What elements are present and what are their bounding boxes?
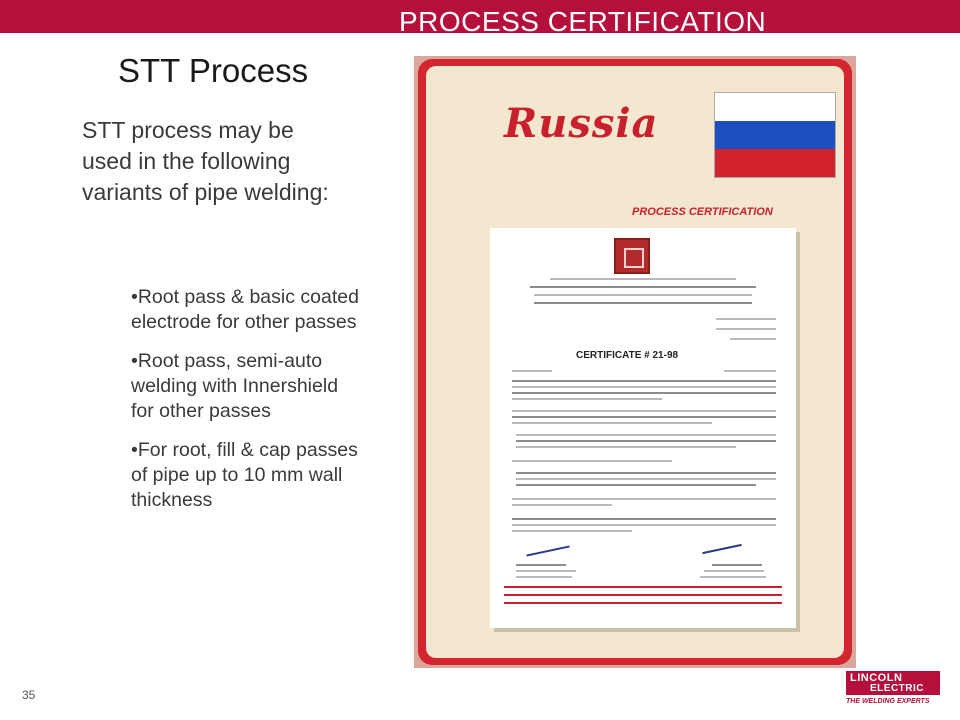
text-line xyxy=(534,302,752,304)
slide-title: STT Process xyxy=(118,52,309,89)
page-number: 35 xyxy=(22,688,36,702)
text-line xyxy=(724,370,776,372)
text-line xyxy=(730,338,776,340)
text-line xyxy=(512,392,776,394)
text-line xyxy=(516,446,736,448)
country-name: Russia xyxy=(504,100,659,147)
text-line xyxy=(512,410,776,412)
footer-rule xyxy=(504,586,782,588)
text-line xyxy=(700,576,766,578)
text-line xyxy=(512,504,612,506)
banner-title: PROCESS CERTIFICATION xyxy=(399,6,767,33)
logo-box xyxy=(846,671,940,695)
text-line xyxy=(712,564,762,566)
text-line xyxy=(534,294,752,296)
certificate-image xyxy=(414,56,856,668)
logo-line-1: LINCOLN xyxy=(850,672,903,684)
footer-rule xyxy=(504,602,782,604)
certificate-card xyxy=(418,59,852,665)
text-line xyxy=(716,318,776,320)
text-line xyxy=(516,564,566,566)
text-line xyxy=(512,422,712,424)
footer-rule xyxy=(504,594,782,596)
bullet-item: •Root pass & basic coated electrode for other passes xyxy=(131,286,359,333)
text-line xyxy=(512,524,776,526)
text-line xyxy=(716,328,776,330)
text-line xyxy=(512,386,776,388)
text-line xyxy=(512,460,672,462)
intro-text: STT process may be used in the following variants of pipe welding: xyxy=(82,117,329,205)
text-line xyxy=(516,434,776,436)
logo-tagline: THE WELDING EXPERTS xyxy=(846,698,930,705)
text-line xyxy=(516,478,776,480)
text-line xyxy=(516,440,776,442)
logo-line-2: ELECTRIC xyxy=(870,683,924,694)
bullet-list xyxy=(131,285,366,527)
signature-stroke xyxy=(702,544,741,554)
text-line xyxy=(512,518,776,520)
text-line xyxy=(530,286,756,288)
text-line xyxy=(512,416,776,418)
bullet-item: •For root, fill & cap passes of pipe up to 10 mm wall thickness xyxy=(131,439,358,511)
text-line xyxy=(516,570,576,572)
certificate-number: CERTIFICATE # 21-98 xyxy=(576,350,679,361)
bullet-item: •Root pass, semi-auto welding with Innershield for other passes xyxy=(131,350,339,422)
text-line xyxy=(512,530,632,532)
certificate-document xyxy=(490,228,796,628)
certificate-heading xyxy=(436,76,834,236)
text-line xyxy=(516,484,756,486)
header-banner xyxy=(0,0,960,33)
certificate-stamp-label: PROCESS CERTIFICATION xyxy=(632,206,773,218)
text-line xyxy=(550,278,736,280)
text-line xyxy=(704,570,764,572)
text-line xyxy=(516,576,572,578)
signature-stroke xyxy=(526,545,569,556)
text-line xyxy=(512,398,662,400)
certificate-inner xyxy=(426,66,844,658)
text-line xyxy=(512,498,776,500)
text-line xyxy=(512,380,776,382)
text-line xyxy=(516,472,776,474)
emblem-icon xyxy=(614,238,650,274)
russia-flag-icon xyxy=(714,92,836,178)
text-line xyxy=(512,370,552,372)
